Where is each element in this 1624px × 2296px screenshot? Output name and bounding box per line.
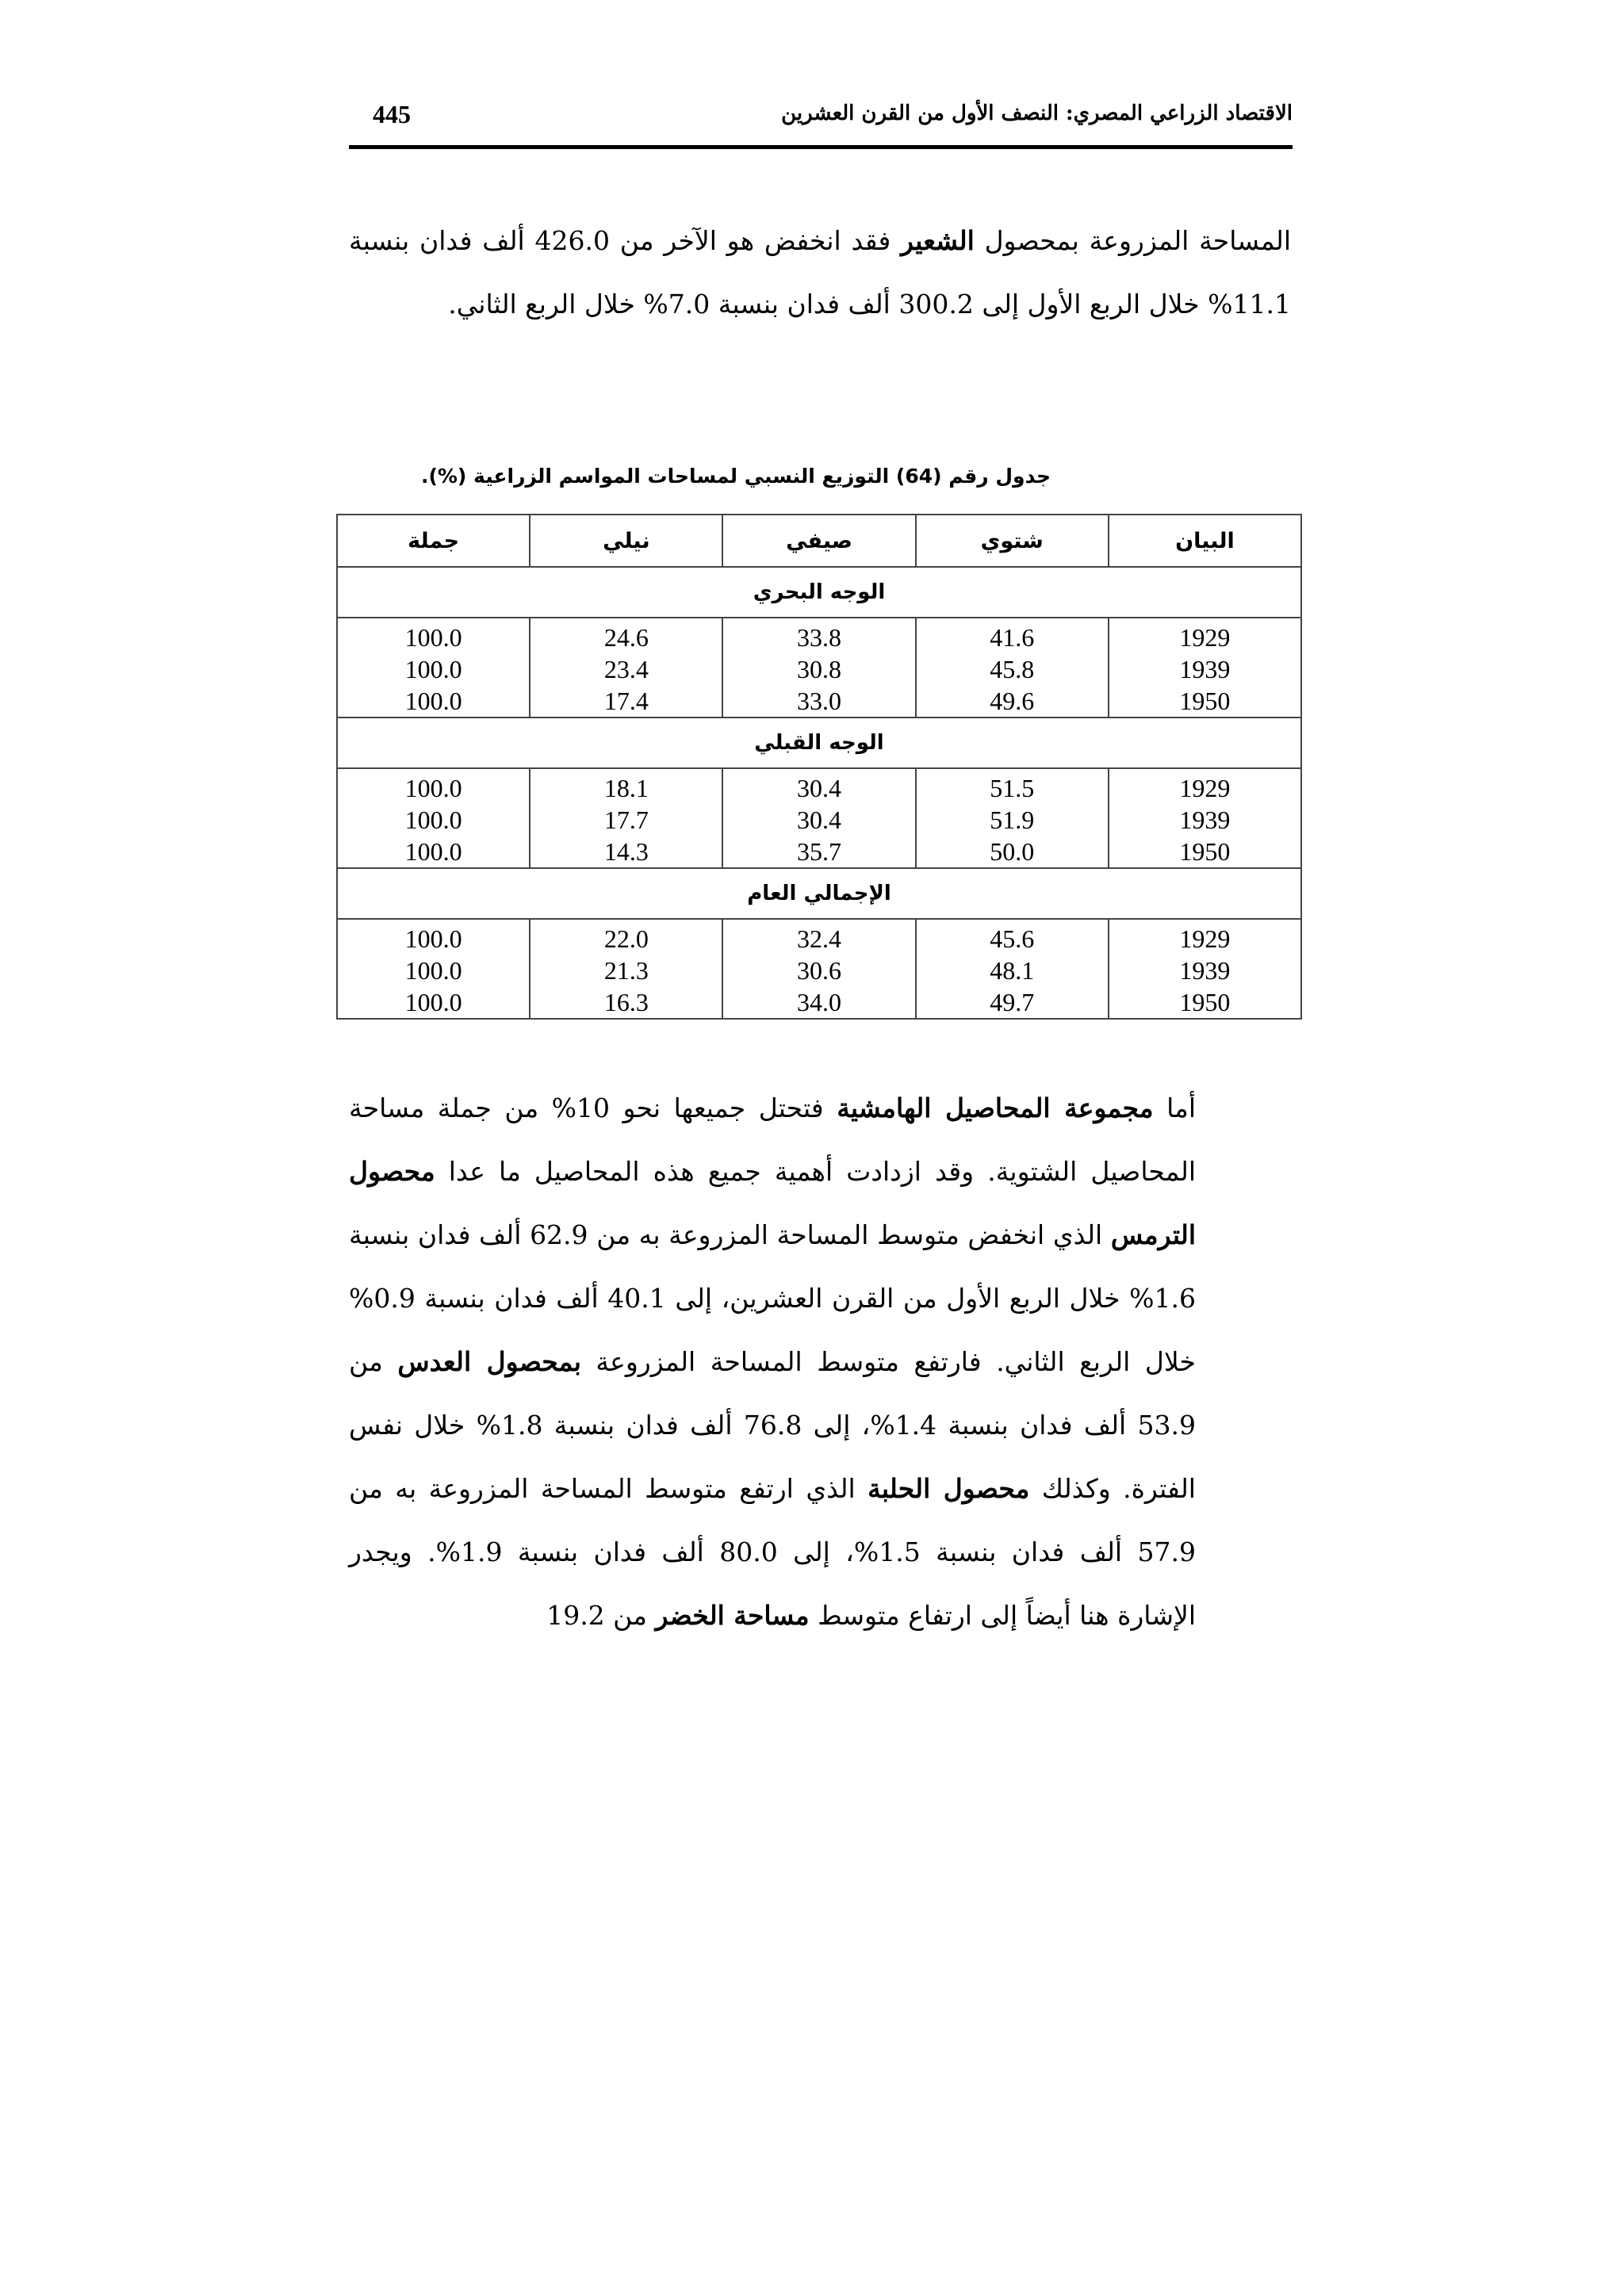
table-row [337,685,1301,718]
paragraph-text [349,1077,1291,1647]
section-title: الوجه البحري [337,567,1301,618]
bold-term: محصول الحلبة [868,1473,1030,1504]
total-cell: 100.0 [337,768,530,804]
paragraph-barley [349,209,1291,336]
section-title: الوجه القبلي [337,718,1301,768]
table-caption: جدول رقم (64) التوزيع النسبي لمساحات المواسم الزراعية (%). [420,465,1051,488]
table-row [337,804,1301,836]
summer-cell: 33.8 [722,618,915,653]
summer-cell: 33.0 [722,685,915,718]
nili-cell: 22.0 [530,919,722,955]
bold-term: محصول الترمس [349,1156,1196,1250]
summer-cell: 35.7 [722,836,915,868]
winter-cell: 48.1 [916,955,1109,986]
table-row [337,986,1301,1019]
summer-cell: 34.0 [722,986,915,1019]
nili-cell: 16.3 [530,986,722,1019]
nili-cell: 18.1 [530,768,722,804]
year-cell: 1950 [1109,836,1301,868]
nili-cell: 23.4 [530,653,722,685]
table-row [337,618,1301,653]
total-cell: 100.0 [337,955,530,986]
winter-cell: 49.6 [916,685,1109,718]
section-row [337,718,1301,768]
page-number: 445 [373,100,411,128]
text-run: المساحة المزروعة بمحصول [974,225,1291,256]
total-cell: 100.0 [337,618,530,653]
year-cell: 1950 [1109,685,1301,718]
nili-cell: 24.6 [530,618,722,653]
year-cell: 1939 [1109,653,1301,685]
year-cell: 1950 [1109,986,1301,1019]
header-rule [349,145,1293,149]
bold-term: مساحة الخضر [655,1600,810,1631]
total-cell: 100.0 [337,836,530,868]
table-row [337,768,1301,804]
running-title: الاقتصاد الزراعي المصري: النصف الأول من القرن العشرين [781,101,1293,125]
total-cell: 100.0 [337,804,530,836]
total-cell: 100.0 [337,685,530,718]
paragraph-text [349,209,1291,336]
header-cell: جملة [337,515,530,567]
winter-cell: 41.6 [916,618,1109,653]
section-row [337,567,1301,618]
winter-cell: 45.8 [916,653,1109,685]
header-cell: البيان [1109,515,1301,567]
summer-cell: 30.6 [722,955,915,986]
text-run: من 53.9 ألف فدان بنسبة 1.4%، إلى 76.8 ألف فدان بنسبة 1.8% خلال نفس الفترة. وكذلك [349,1346,1197,1504]
text-run: فتحتل جميعها نحو 10% من جملة مساحة المحاصيل الشتوية. وقد ازدادت أهمية جميع هذه المحاصيل ما عدا [349,1093,1196,1187]
winter-cell: 45.6 [916,919,1109,955]
winter-cell: 49.7 [916,986,1109,1019]
year-cell: 1929 [1109,618,1301,653]
year-cell: 1939 [1109,804,1301,836]
total-cell: 100.0 [337,919,530,955]
running-header [349,94,1293,141]
table-header-row [337,515,1301,567]
table-row [337,653,1301,685]
table-row [337,955,1301,986]
bold-term: مجموعة المحاصيل الهامشية [837,1093,1154,1123]
winter-cell: 50.0 [916,836,1109,868]
text-run: أما [1153,1093,1196,1123]
winter-cell: 51.9 [916,804,1109,836]
nili-cell: 21.3 [530,955,722,986]
header-cell: صيفي [722,515,915,567]
year-cell: 1929 [1109,768,1301,804]
summer-cell: 30.8 [722,653,915,685]
table-row [337,919,1301,955]
header-cell: شتوي [916,515,1109,567]
text-run: فقد انخفض هو الآخر من 426.0 ألف فدان بنسبة 11.1% خلال الربع الأول إلى 300.2 ألف فدان بنسبة 7.0% خلال الربع الثاني. [349,225,1291,320]
nili-cell: 14.3 [530,836,722,868]
nili-cell: 17.7 [530,804,722,836]
bold-term: الشعير [901,225,975,256]
text-run: الذي انخفض متوسط المساحة المزروعة به من 62.9 ألف فدان بنسبة 1.6% خلال الربع الأول من القرن العشرين، إلى 40.1 ألف فدان بنسبة 0.9% خلال الربع الثاني. فارتفع متوسط المساحة المزروعة [349,1219,1196,1377]
text-run: من 19.2 [546,1600,656,1631]
seasons-distribution-table [336,514,1302,1020]
total-cell: 100.0 [337,653,530,685]
bold-term: بمحصول العدس [397,1346,581,1377]
table-row [337,836,1301,868]
header-cell: نيلي [530,515,722,567]
year-cell: 1929 [1109,919,1301,955]
total-cell: 100.0 [337,986,530,1019]
paragraph-marginal-crops [349,1077,1291,1647]
section-title: الإجمالي العام [337,868,1301,919]
text-run: الذي ارتفع متوسط المساحة المزروعة به من 57.9 ألف فدان بنسبة 1.5%، إلى 80.0 ألف فدان بنسبة 1.9%. ويجدر الإشارة هنا أيضاً إلى ارتفاع متوسط [349,1473,1197,1631]
nili-cell: 17.4 [530,685,722,718]
section-row [337,868,1301,919]
winter-cell: 51.5 [916,768,1109,804]
summer-cell: 32.4 [722,919,915,955]
year-cell: 1939 [1109,955,1301,986]
summer-cell: 30.4 [722,804,915,836]
summer-cell: 30.4 [722,768,915,804]
